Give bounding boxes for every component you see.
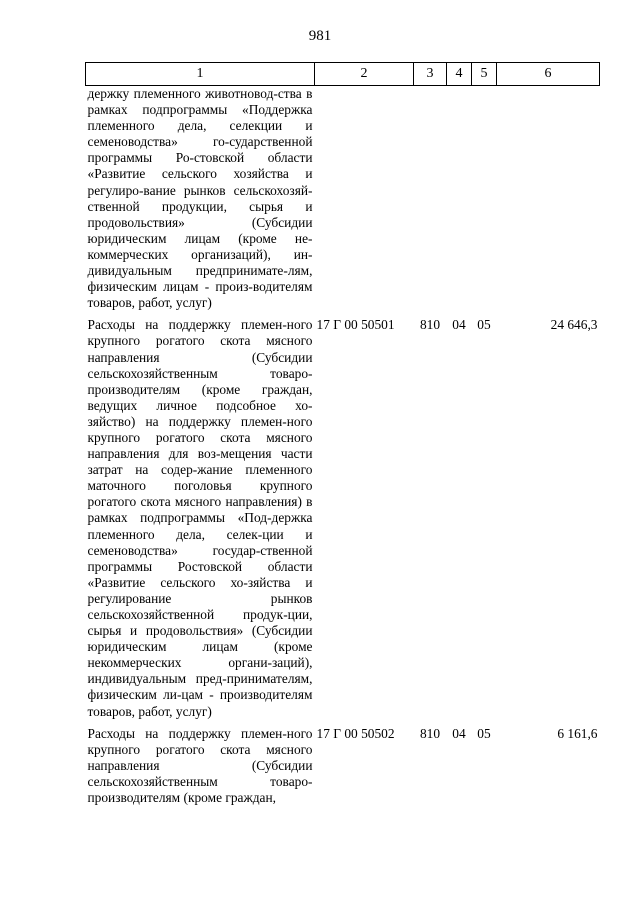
table-row <box>86 726 600 812</box>
expense-name: держку племенного животновод-ства в рамках подпрограммы «Поддержка племенного дела, селекции и семеноводства» го-сударственной программы Ро-стовской области «Развитие сельского хозяйства и регулиро-вание рынков сельскохозяй-ственной продукции, сырья и продовольствия» (Субсидии юридическим лицам (кроме не-коммерческих организаций), ин-дивидуальным предпринимате-лям, физическим лицам - произ-водителям товаров, работ, услуг) <box>87 86 313 311</box>
subsection-code: 05 <box>477 725 491 741</box>
table-header-row <box>86 63 600 86</box>
column-header: 5 <box>472 63 497 86</box>
table-row <box>86 317 600 725</box>
target-code: 17 Г 00 50502 <box>316 725 395 741</box>
expense-type <box>414 86 447 318</box>
target-code <box>315 86 414 318</box>
column-header: 4 <box>447 63 472 86</box>
target-code: 17 Г 00 50501 <box>316 317 395 333</box>
subsection-code: 05 <box>477 317 491 333</box>
section-code: 04 <box>452 725 466 741</box>
column-header: 3 <box>414 63 447 86</box>
table-row <box>86 86 600 318</box>
expense-type: 810 <box>419 725 441 741</box>
expense-name: Расходы на поддержку племен-ного крупного рогатого скота мясного направления (Субсидии сельскохозяйственным товаро-производителям (кроме граждан, ведущих личное подсобное хо-зяйство) на поддержку племен-ного крупного рогатого скота мясного направления для воз-мещения части затрат на содер-жание племенного маточного поголовья крупного рогатого скота мясного направления) в рамках подпрограммы «Под-держка племенного дела, селек-ции и семеноводства» государ-ственной программы Ростовской области «Развитие сельского хо-зяйства и регулирование рынков сельскохозяйственной продук-ции, сырья и продовольствия» (Субсидии юридическим лицам (кроме некоммерческих органи-заций), индивидуальным пред-принимателям, физическим ли-цам - производителям товаров, работ, услуг) <box>87 317 313 719</box>
column-header: 2 <box>315 63 414 86</box>
amount <box>497 86 600 318</box>
column-header: 6 <box>497 63 600 86</box>
section-code <box>447 86 472 318</box>
page-number: 981 <box>308 28 332 44</box>
amount: 6 161,6 <box>557 725 598 741</box>
column-header: 1 <box>86 63 315 86</box>
subsection-code <box>472 86 497 318</box>
amount: 24 646,3 <box>550 317 598 333</box>
section-code: 04 <box>452 317 466 333</box>
budget-table <box>85 62 600 812</box>
expense-name: Расходы на поддержку племен-ного крупного рогатого скота мясного направления (Субсидии сельскохозяйственным товаро-производителям (кроме граждан, <box>87 725 313 806</box>
expense-type: 810 <box>419 317 441 333</box>
